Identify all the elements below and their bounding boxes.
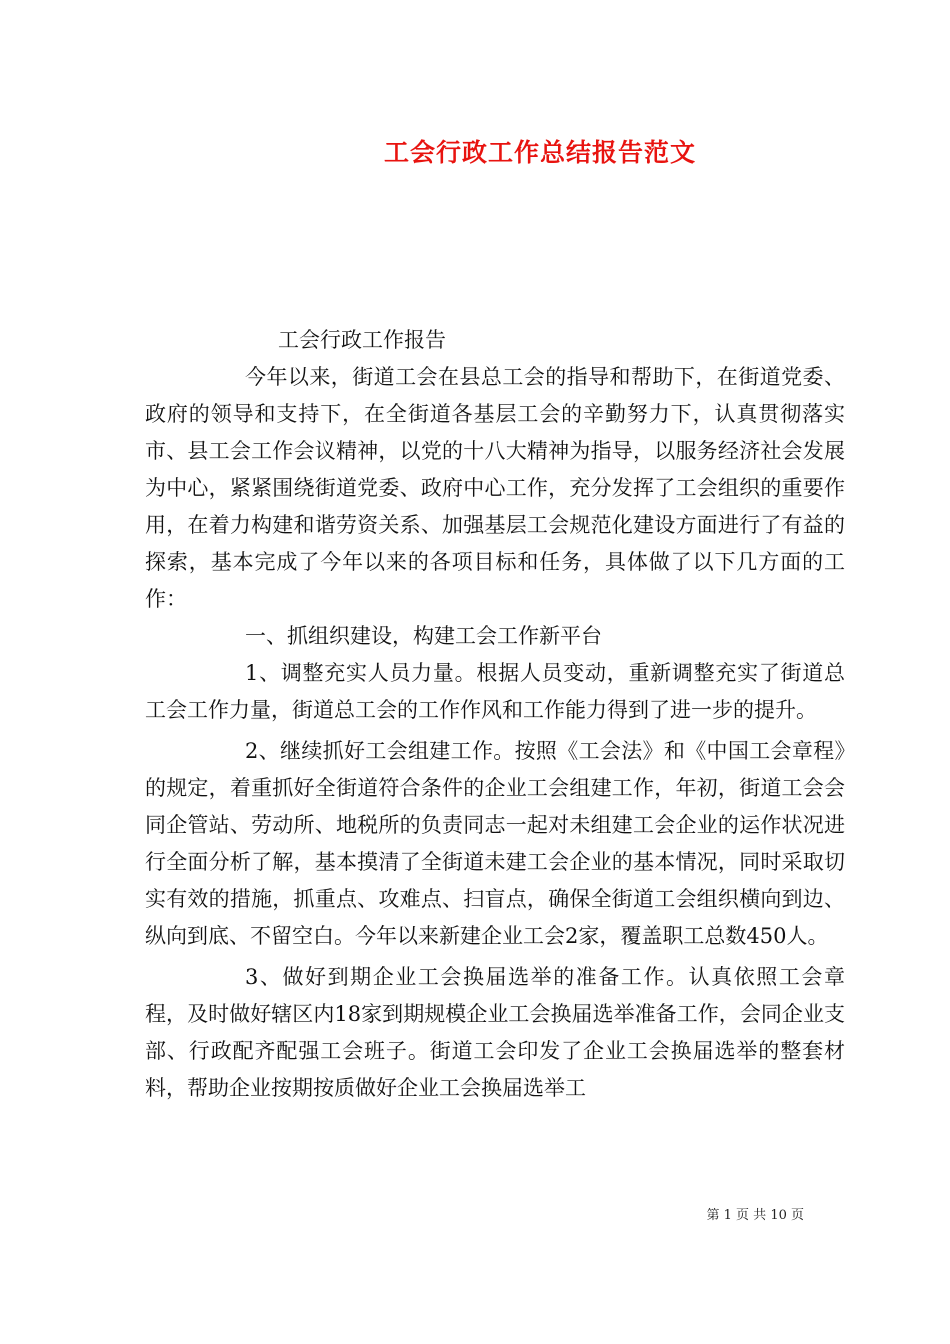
- document-title: 工会行政工作总结报告范文: [383, 138, 696, 167]
- document-subtitle: 工会行政工作报告: [278, 328, 446, 352]
- section-heading-1: 一、抓组织建设，构建工会工作新平台: [245, 624, 602, 648]
- paragraph-item-1: 1、调整充实人员力量。根据人员变动，重新调整充实了街道总工会工作力量，街道总工会的工作作风和工作能力得到了进一步的提升。: [145, 661, 845, 722]
- page-number: 第 1 页 共 10 页: [706, 1208, 804, 1223]
- paragraph-item-2: 2、继续抓好工会组建工作。按照《工会法》和《中国工会章程》的规定，着重抓好全街道符合条件的企业工会组建工作，年初，街道工会会同企管站、劳动所、地税所的负责同志一起对未组建工会企业的运作状况进行全面分析了解，基本摸清了全街道未建工会企业的基本情况，同时采取切实有效的措施，抓重点、攻难点、扫盲点，确保全街道工会组织横向到边、纵向到底、不留空白。今年以来新建企业工会2家，覆盖职工总数450人。: [145, 739, 845, 948]
- paragraph-item-3: 3、做好到期企业工会换届选举的准备工作。认真依照工会章程，及时做好辖区内18家到期规模企业工会换届选举准备工作，会同企业支部、行政配齐配强工会班子。街道工会印发了企业工会换届选举的整套材料，帮助企业按期按质做好企业工会换届选举工: [145, 965, 845, 1100]
- document-body: [145, 322, 845, 1107]
- paragraph-intro: 今年以来，街道工会在县总工会的指导和帮助下，在街道党委、政府的领导和支持下，在全街道各基层工会的辛勤努力下，认真贯彻落实市、县工会工作会议精神，以党的十八大精神为指导，以服务经济社会发展为中心，紧紧围绕街道党委、政府中心工作，充分发挥了工会组织的重要作用，在着力构建和谐劳资关系、加强基层工会规范化建设方面进行了有益的探索，基本完成了今年以来的各项目标和任务，具体做了以下几方面的工作：: [145, 365, 845, 611]
